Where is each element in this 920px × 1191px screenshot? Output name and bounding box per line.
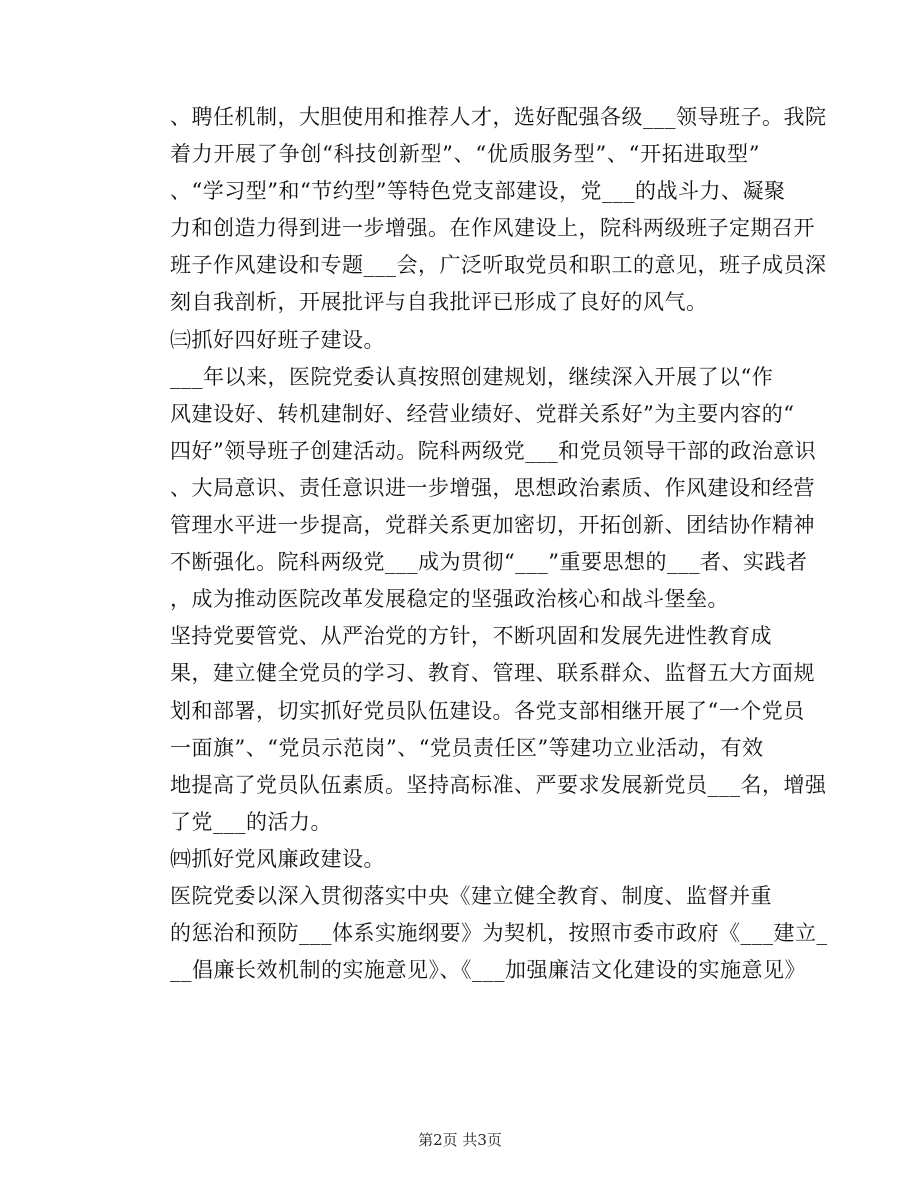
text-line: 刻自我剖析，开展批评与自我批评已形成了良好的风气。: [170, 290, 708, 315]
text-line: 、大局意识、责任意识进一步增强，思想政治素质、作风建设和经营: [170, 475, 815, 500]
document-body: [170, 99, 828, 989]
text-line: 的惩治和预防___体系实施纲要》为契机，按照市委市政府《___建立_: [170, 921, 828, 946]
text-line: 坚持党要管党、从严治党的方针，不断巩固和发展先进性教育成: [170, 624, 772, 649]
text-line: ㈢抓好四好班子建设。: [170, 327, 385, 352]
text-line: 一面旗”、“党员示范岗”、“党员责任区”等建功立业活动，有效: [170, 735, 764, 760]
text-line: 班子作风建设和专题___会，广泛听取党员和职工的意见，班子成员深: [170, 253, 827, 278]
text-line: __倡廉长效机制的实施意见》、《___加强廉洁文化建设的实施意见》: [170, 958, 806, 983]
page-footer: 第2页 共3页: [418, 1131, 502, 1149]
text-line: 地提高了党员队伍素质。坚持高标准、严要求发展新党员___名，增强: [170, 772, 827, 797]
text-line: 果，建立健全党员的学习、教育、管理、联系群众、监督五大方面规: [170, 661, 815, 686]
text-line: 四好”领导班子创建活动。院科两级党___和党员领导干部的政治意识: [170, 438, 817, 463]
text-line: 了党___的活力。: [170, 809, 332, 834]
text-line: ___年以来，医院党委认真按照创建规划，继续深入开展了以“作: [170, 364, 774, 389]
text-line: 医院党委以深入贯彻落实中央《建立健全教育、制度、监督并重: [170, 883, 772, 908]
text-line: ㈣抓好党风廉政建设。: [170, 846, 385, 871]
text-line: 着力开展了争创“科技创新型”、“优质服务型”、“开拓进取型”: [170, 142, 760, 167]
text-line: ，成为推动医院改革发展稳定的坚强政治核心和战斗堡垒。: [170, 587, 729, 612]
text-line: 不断强化。院科两级党___成为贯彻“___”重要思想的___者、实践者: [170, 550, 808, 575]
text-line: 、聘任机制，大胆使用和推荐人才，选好配强各级___领导班子。我院: [170, 105, 827, 129]
text-line: 划和部署，切实抓好党员队伍建设。各党支部相继开展了“一个党员: [170, 698, 805, 723]
text-line: 、“学习型”和“节约型”等特色党支部建设，党___的战斗力、凝聚: [170, 179, 786, 204]
text-line: 力和创造力得到进一步增强。在作风建设上，院科两级班子定期召开: [170, 216, 815, 241]
text-line: 管理水平进一步提高，党群关系更加密切，开拓创新、团结协作精神: [170, 513, 815, 538]
text-line: 风建设好、转机建制好、经营业绩好、党群关系好”为主要内容的“: [170, 401, 795, 426]
